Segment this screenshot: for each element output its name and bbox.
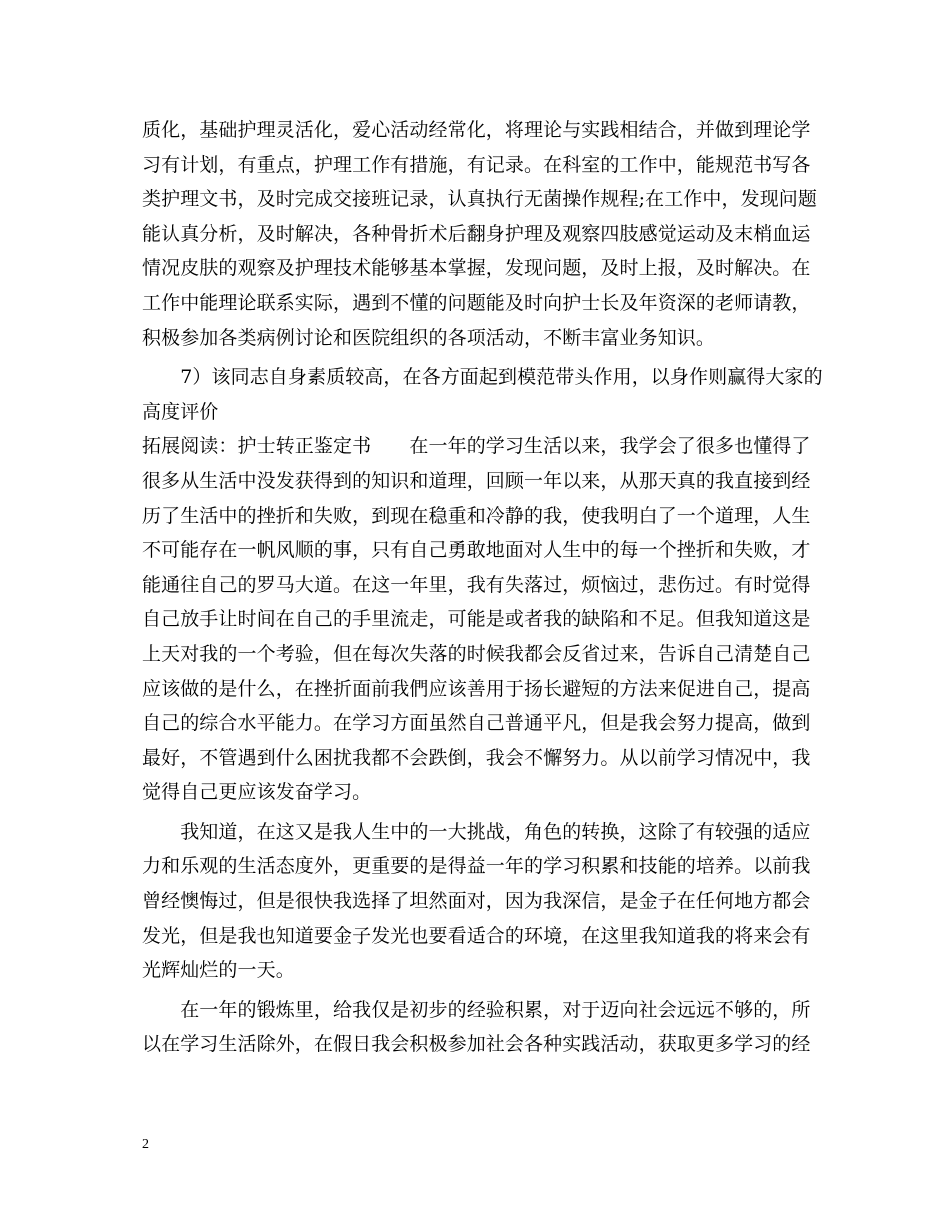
text-line: 情况皮肤的观察及护理技术能够基本掌握，发现问题，及时上报，及时解决。在	[142, 257, 811, 280]
text-line: 高度评价	[142, 400, 219, 423]
text-line: 自己放手让时间在自己的手里流走，可能是或者我的缺陷和不足。但我知道这是	[142, 608, 811, 631]
text-line: 应该做的是什么，在挫折面前我們应该善用于扬长避短的方法来促进自己，提高	[142, 677, 811, 700]
text-line: 在一年的锻炼里，给我仅是初步的经验积累，对于迈向社会远远不够的，所	[142, 998, 811, 1021]
text-line: 拓展阅读：护士转正鉴定书 在一年的学习生活以来，我学会了很多也懂得了	[142, 435, 811, 458]
text-line: 光辉灿烂的一天。	[142, 959, 295, 982]
text-line: 积极参加各类病例讨论和医院组织的各项活动，不断丰富业务知识。	[142, 326, 716, 349]
text-line: 习有计划，有重点，护理工作有措施，有记录。在科室的工作中，能规范书写各	[142, 153, 811, 176]
text-line: 自己的综合水平能力。在学习方面虽然自己普通平凡，但是我会努力提高，做到	[142, 712, 811, 735]
text-line: 能通往自己的罗马大道。在这一年里，我有失落过，烦恼过，悲伤过。有时觉得	[142, 573, 811, 596]
text-line: 不可能存在一帆风顺的事，只有自己勇敢地面对人生中的每一个挫折和失败，才	[142, 539, 811, 562]
text-line: 类护理文书，及时完成交接班记录，认真执行无菌操作规程;在工作中，发现问题	[142, 188, 818, 211]
text-line: 很多从生活中没发获得到的知识和道理，回顾一年以来，从那天真的我直接到经	[142, 469, 811, 492]
text-line: 工作中能理论联系实际，遇到不懂的问题能及时向护士长及年资深的老师请教，	[142, 291, 811, 314]
text-line: 最好，不管遇到什么困扰我都不会跌倒，我会不懈努力。从以前学习情况中，我	[142, 746, 811, 769]
text-line: 发光，但是我也知道要金子发光也要看适合的环境，在这里我知道我的将来会有	[142, 924, 811, 947]
text-line: 质化，基础护理灵活化，爱心活动经常化，将理论与实践相结合，并做到理论学	[142, 119, 811, 141]
text-line: 以在学习生活除外，在假日我会积极参加社会各种实践活动，获取更多学习的经	[142, 1033, 811, 1056]
text-line: 能认真分析，及时解决，各种骨折术后翻身护理及观察四肢感觉运动及末梢血运	[142, 222, 811, 245]
page-number: 2	[142, 1137, 149, 1152]
text-line: 上天对我的一个考验，但在每次失落的时候我都会反省过来，告诉自己清楚自己	[142, 642, 811, 665]
text-line: 7）该同志自身素质较高，在各方面起到模范带头作用，以身作则赢得大家的	[142, 366, 823, 389]
text-line: 我知道，在这又是我人生中的一大挑战，角色的转换，这除了有较强的适应	[142, 820, 811, 843]
document-body	[142, 113, 823, 1062]
text-line: 力和乐观的生活态度外，更重要的是得益一年的学习积累和技能的培养。以前我	[142, 855, 811, 878]
text-line: 曾经懊悔过，但是很快我选择了坦然面对，因为我深信，是金子在任何地方都会	[142, 890, 811, 913]
text-line: 历了生活中的挫折和失败，到现在稳重和冷静的我，使我明白了一个道理，人生	[142, 504, 811, 527]
text-line: 觉得自己更应该发奋学习。	[142, 781, 372, 804]
